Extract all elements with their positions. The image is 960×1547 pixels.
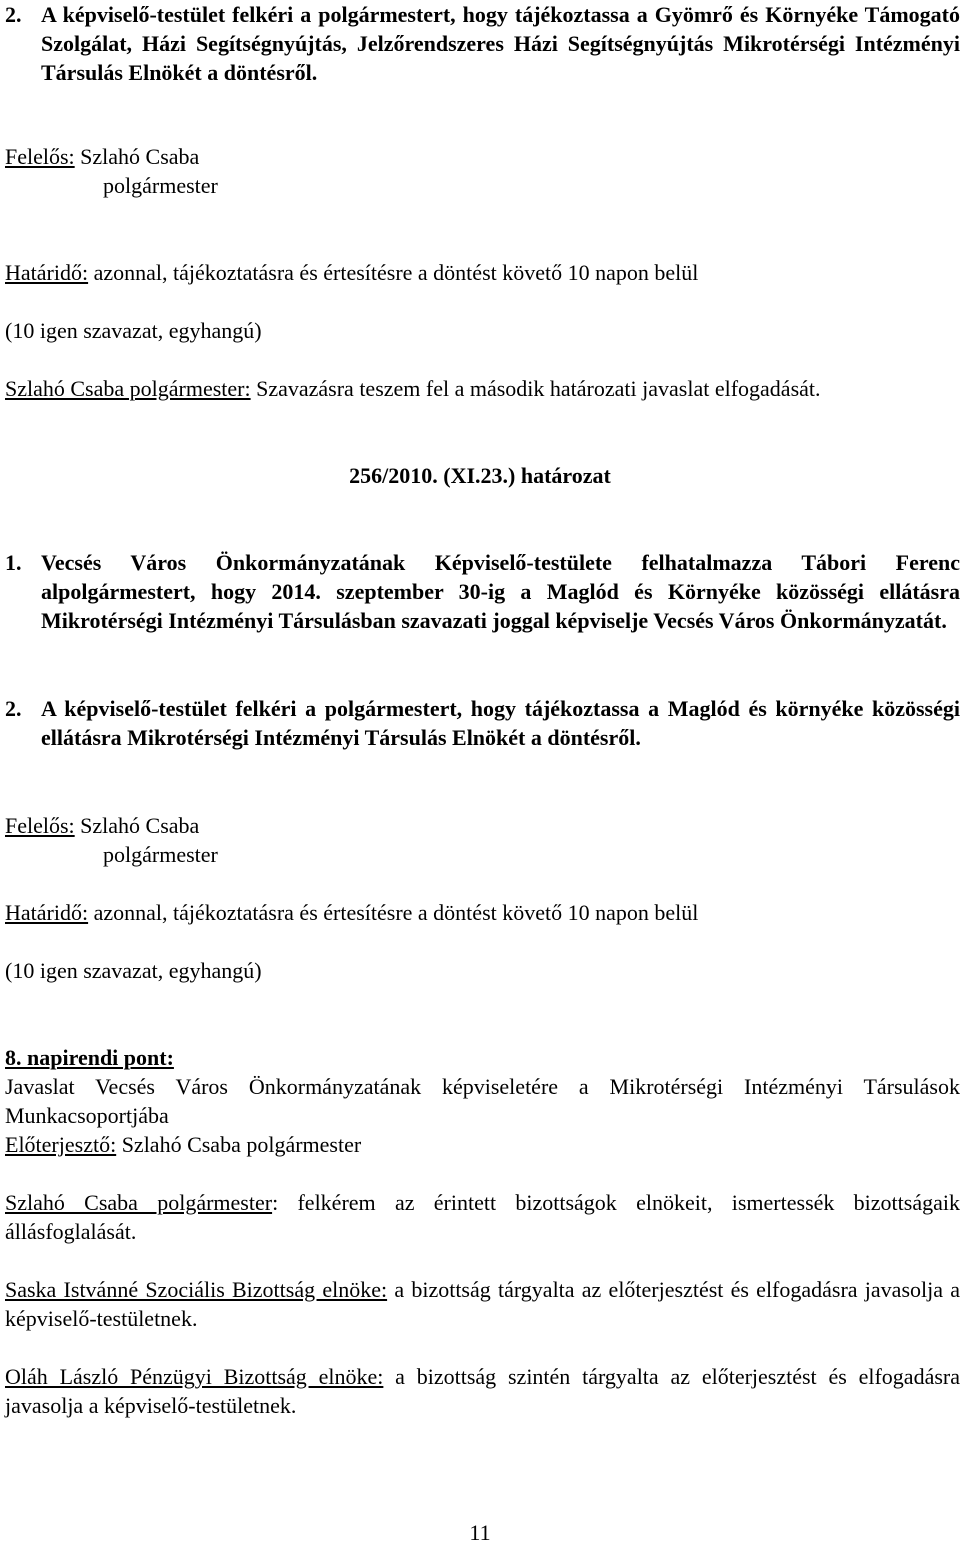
statement-text: a bizottság tárgyalta az előterjesztést és elfogadásra javasolja a képviselő-testületnek. xyxy=(5,1277,960,1331)
statement-3 xyxy=(5,1362,960,1420)
deadline-block-2 xyxy=(5,898,960,927)
item-text: A képviselő-testület felkéri a polgármestert, hogy tájékoztassa a Gyömrő és Környéke Támogató Szolgálat, Házi Segítségnyújtás, Jelzőrendszeres Házi Segítségnyújtás Mikrotérségi Intézményi Társulás Elnökét a döntésről. xyxy=(41,2,960,85)
statement-text: : felkérem az érintett bizottságok elnökeit, ismertessék bizottságaik állásfoglalását. xyxy=(5,1190,960,1244)
deadline-block-1 xyxy=(5,258,960,287)
deadline-label: Határidő: xyxy=(5,260,89,285)
statement-speaker: Szlahó Csaba polgármester xyxy=(5,1190,273,1215)
statement-1 xyxy=(5,1188,960,1246)
page-number: 11 xyxy=(469,1520,491,1545)
item-number: 1. xyxy=(5,550,22,575)
speaker-text: Szavazásra teszem fel a második határozati javaslat elfogadását. xyxy=(250,376,821,401)
deadline-text: azonnal, tájékoztatásra és értesítésre a döntést követő 10 napon belül xyxy=(88,260,699,285)
resolution-item-1 xyxy=(5,548,960,635)
item-text: A képviselő-testület felkéri a polgármestert, hogy tájékoztassa a Maglód és környéke közösségi ellátásra Mikrotérségi Intézményi Társulás Elnökét a döntésről. xyxy=(41,696,960,750)
deadline-text: azonnal, tájékoztatásra és értesítésre a döntést követő 10 napon belül xyxy=(88,900,699,925)
agenda-number: 8. xyxy=(5,1045,22,1070)
responsible-label: Felelős: xyxy=(5,813,75,838)
statement-speaker: Saska Istvánné Szociális Bizottság elnöke: xyxy=(5,1277,388,1302)
item-number: 2. xyxy=(5,2,22,27)
vote-result-2: (10 igen szavazat, egyhangú) xyxy=(5,958,262,983)
resolution-item-2 xyxy=(5,694,960,752)
agenda-presenter xyxy=(5,1130,960,1159)
presenter-name: Szlahó Csaba polgármester xyxy=(116,1132,362,1157)
statement-text: a bizottság szintén tárgyalta az előterjesztést és elfogadásra javasolja a képviselő-testületnek. xyxy=(5,1364,960,1418)
speaker-statement-1 xyxy=(5,374,960,403)
agenda-label: napirendi pont: xyxy=(21,1045,174,1070)
vote-result-1: (10 igen szavazat, egyhangú) xyxy=(5,318,262,343)
agenda-heading xyxy=(5,1043,960,1072)
resolution-title: 256/2010. (XI.23.) határozat xyxy=(349,463,611,488)
item-number: 2. xyxy=(5,696,22,721)
statement-speaker: Oláh László Pénzügyi Bizottság elnöke: xyxy=(5,1364,384,1389)
statement-2 xyxy=(5,1275,960,1333)
responsible-block-1 xyxy=(5,142,960,171)
item-text: Vecsés Város Önkormányzatának Képviselő-testülete felhatalmazza Tábori Ferenc alpolgármestert, hogy 2014. szeptember 30-ig a Maglód és Környéke közösségi ellátásra Mikrotérségi Intézményi Társulásban szavazati joggal képviselje Vecsés Város Önkormányzatát. xyxy=(41,550,960,633)
top-resolution-item xyxy=(5,0,960,87)
responsible-block-2 xyxy=(5,811,960,840)
responsible-name: Szlahó Csaba xyxy=(74,144,200,169)
responsible-label: Felelős: xyxy=(5,144,75,169)
presenter-label: Előterjesztő: xyxy=(5,1132,117,1157)
responsible-title-2: polgármester xyxy=(103,842,218,867)
responsible-name: Szlahó Csaba xyxy=(74,813,200,838)
speaker-label: Szlahó Csaba polgármester: xyxy=(5,376,251,401)
responsible-title-1: polgármester xyxy=(103,173,218,198)
agenda-text: Javaslat Vecsés Város Önkormányzatának képviseletére a Mikrotérségi Intézményi Társulások Munkacsoportjába xyxy=(5,1074,960,1128)
deadline-label: Határidő: xyxy=(5,900,89,925)
